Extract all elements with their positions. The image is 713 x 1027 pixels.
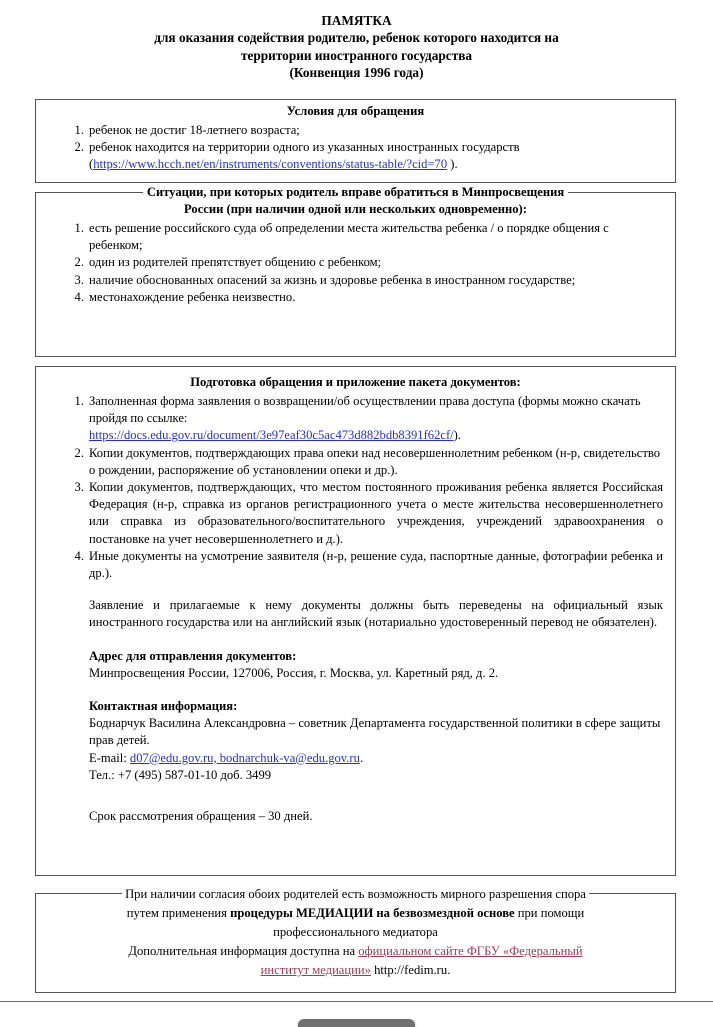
mediation-body [36,904,675,980]
title-line-1: ПАМЯТКА [321,13,392,28]
list-marker: 4. [74,289,84,304]
list-item-text: Иные документы на усмотрение заявителя (н-р, решение суда, паспортные данные, фотографии ребенка и др.). [89,548,663,581]
phone-line: Тел.: +7 (495) 587-01-10 доб. 3499 [89,767,272,782]
section-situations-box [35,185,676,357]
list-item [48,220,663,254]
mediation-line-2 [50,904,661,923]
list-marker: 3. [74,272,84,287]
paren-open: ( [89,157,94,172]
hcch-status-table-link[interactable]: https://www.hcch.net/en/instruments/conventions/status-table/?cid=70 [93,157,448,172]
list-item-text: местонахождение ребенка неизвестно. [89,289,296,304]
list-item [48,272,663,289]
list-item-text: один из родителей препятствует общению с ребенком; [89,255,382,270]
list-item [48,122,663,139]
mediation-line-2-before: путем применения [126,906,231,920]
page-break-separator [0,1001,713,1002]
docs-edu-form-link[interactable]: https://docs.edu.gov.ru/document/3e97eaf30c5ac473d882bdb8391f62cf/ [89,428,454,443]
section-situations-heading [36,184,675,201]
section-conditions-heading: Условия для обращения [286,104,425,118]
address-value: Минпросвещения России, 127006, Россия, г. Москва, ул. Каретный ряд, д. 2. [89,665,499,680]
list-item [48,548,663,582]
section-situations-body [36,218,675,314]
section-preparation-heading: Подготовка обращения и приложение пакета документов: [190,375,521,389]
title-line-2: для оказания содействия родителю, ребенок которого находится на [154,30,559,46]
mediation-line-2-after: при помощи [514,906,585,920]
list-item [48,445,663,479]
review-term: Срок рассмотрения обращения – 30 дней. [89,809,313,824]
list-item-text: Копии документов, подтверждающих, что местом постоянного проживания ребенка является Российская Федерация (н-р, справка из органов регистрационного учета о месте жительства несовершеннолетнего или справка из образовательного/воспитательного учреждения, учреждений здравоохранения о постановке на учет несовершеннолетнего и д.). [89,480,663,546]
fedim-link-part-2[interactable]: институт медиации» [260,963,371,977]
list-item-text: наличие обоснованных опасений за жизнь и здоровье ребенка в иностранном государстве; [89,272,576,287]
email-link[interactable]: d07@edu.gov.ru, bodnarchuk-va@edu.gov.ru [129,750,360,765]
situations-list [48,220,663,306]
mediation-emphasis: процедуры МЕДИАЦИИ на безвозмездной основе [230,906,515,920]
mediation-line-4-before: Дополнительная информация доступна на [128,944,359,958]
title-line-4: (Конвенция 1996 года) [289,65,424,81]
list-item [48,479,663,548]
list-marker: 4. [74,548,84,563]
list-item-text: есть решение российского суда об определении места жительства ребенка / о порядке общения с ребенком; [89,221,609,253]
list-marker: 1. [74,394,84,408]
list-item-text-main: ребенок находится на территории одного из указанных иностранных государств [89,140,520,155]
paren-close: ). [447,157,458,172]
email-label: E-mail: [89,750,130,765]
preparation-list [48,393,663,582]
section-preparation-box [35,366,676,876]
mediation-line-5 [50,961,661,980]
list-item-text-main: Заполненная форма заявления о возвращении/об осуществлении права доступа (формы можно скачать пройдя по ссылке: [89,394,641,426]
mediation-line-3: профессионального медиатора [273,925,438,939]
link-suffix: ). [453,428,462,443]
conditions-list [48,122,663,174]
mediation-line-1: При наличии согласия обоих родителей есть возможность мирного разрешения спора [122,887,589,901]
section-situations-heading-line-1: Ситуации, при которых родитель вправе обратиться в Минпросвещения [143,185,568,199]
list-marker: 1. [74,123,84,137]
email-suffix: . [359,750,364,765]
mediation-line-1-wrapper [36,885,675,904]
section-conditions-box [35,99,676,183]
list-item-text [89,393,663,445]
list-item-text [89,139,663,173]
list-item [48,393,663,445]
list-marker: 2. [74,140,84,155]
list-marker: 2. [74,255,84,270]
translation-note: Заявление и прилагаемые к нему документы должны быть переведены на официальный язык иностранного государства или на английский язык (нотариально удостоверенный перевод не обязателен). [89,598,663,630]
list-item-text: Копии документов, подтверждающих права опеки над несовершеннолетним ребенком (н-р, свидетельство о рождении, распоряжение об установлении опеки и др.). [89,445,661,477]
bottom-toolbar-handle[interactable] [298,1019,415,1027]
section-mediation-box [35,887,676,993]
email-line [48,750,663,767]
fedim-link-part-1[interactable]: официальном сайте ФГБУ «Федеральный [358,944,583,958]
fedim-url-text: http://fedim.ru. [370,963,451,977]
list-item [48,139,663,173]
address-label: Адрес для отправления документов: [89,648,297,663]
title-line-3: территории иностранного государства [240,47,473,63]
list-item [48,254,663,271]
contacts-label: Контактная информация: [89,699,238,714]
page-title [0,0,713,82]
list-marker: 1. [74,221,84,235]
list-marker: 3. [74,480,84,495]
list-item-text: ребенок не достиг 18-летнего возраста; [89,123,300,137]
mediation-line-4 [50,942,661,961]
list-marker: 2. [74,445,84,460]
list-item [48,289,663,306]
section-situations-heading-2: России (при наличии одной или нескольких одновременно): [184,202,527,216]
section-conditions-body [36,120,675,182]
section-preparation-body [36,391,675,833]
contact-person: Боднарчук Василина Александровна – советник Департамента государственной политики в сфере защиты прав детей. [89,716,661,748]
